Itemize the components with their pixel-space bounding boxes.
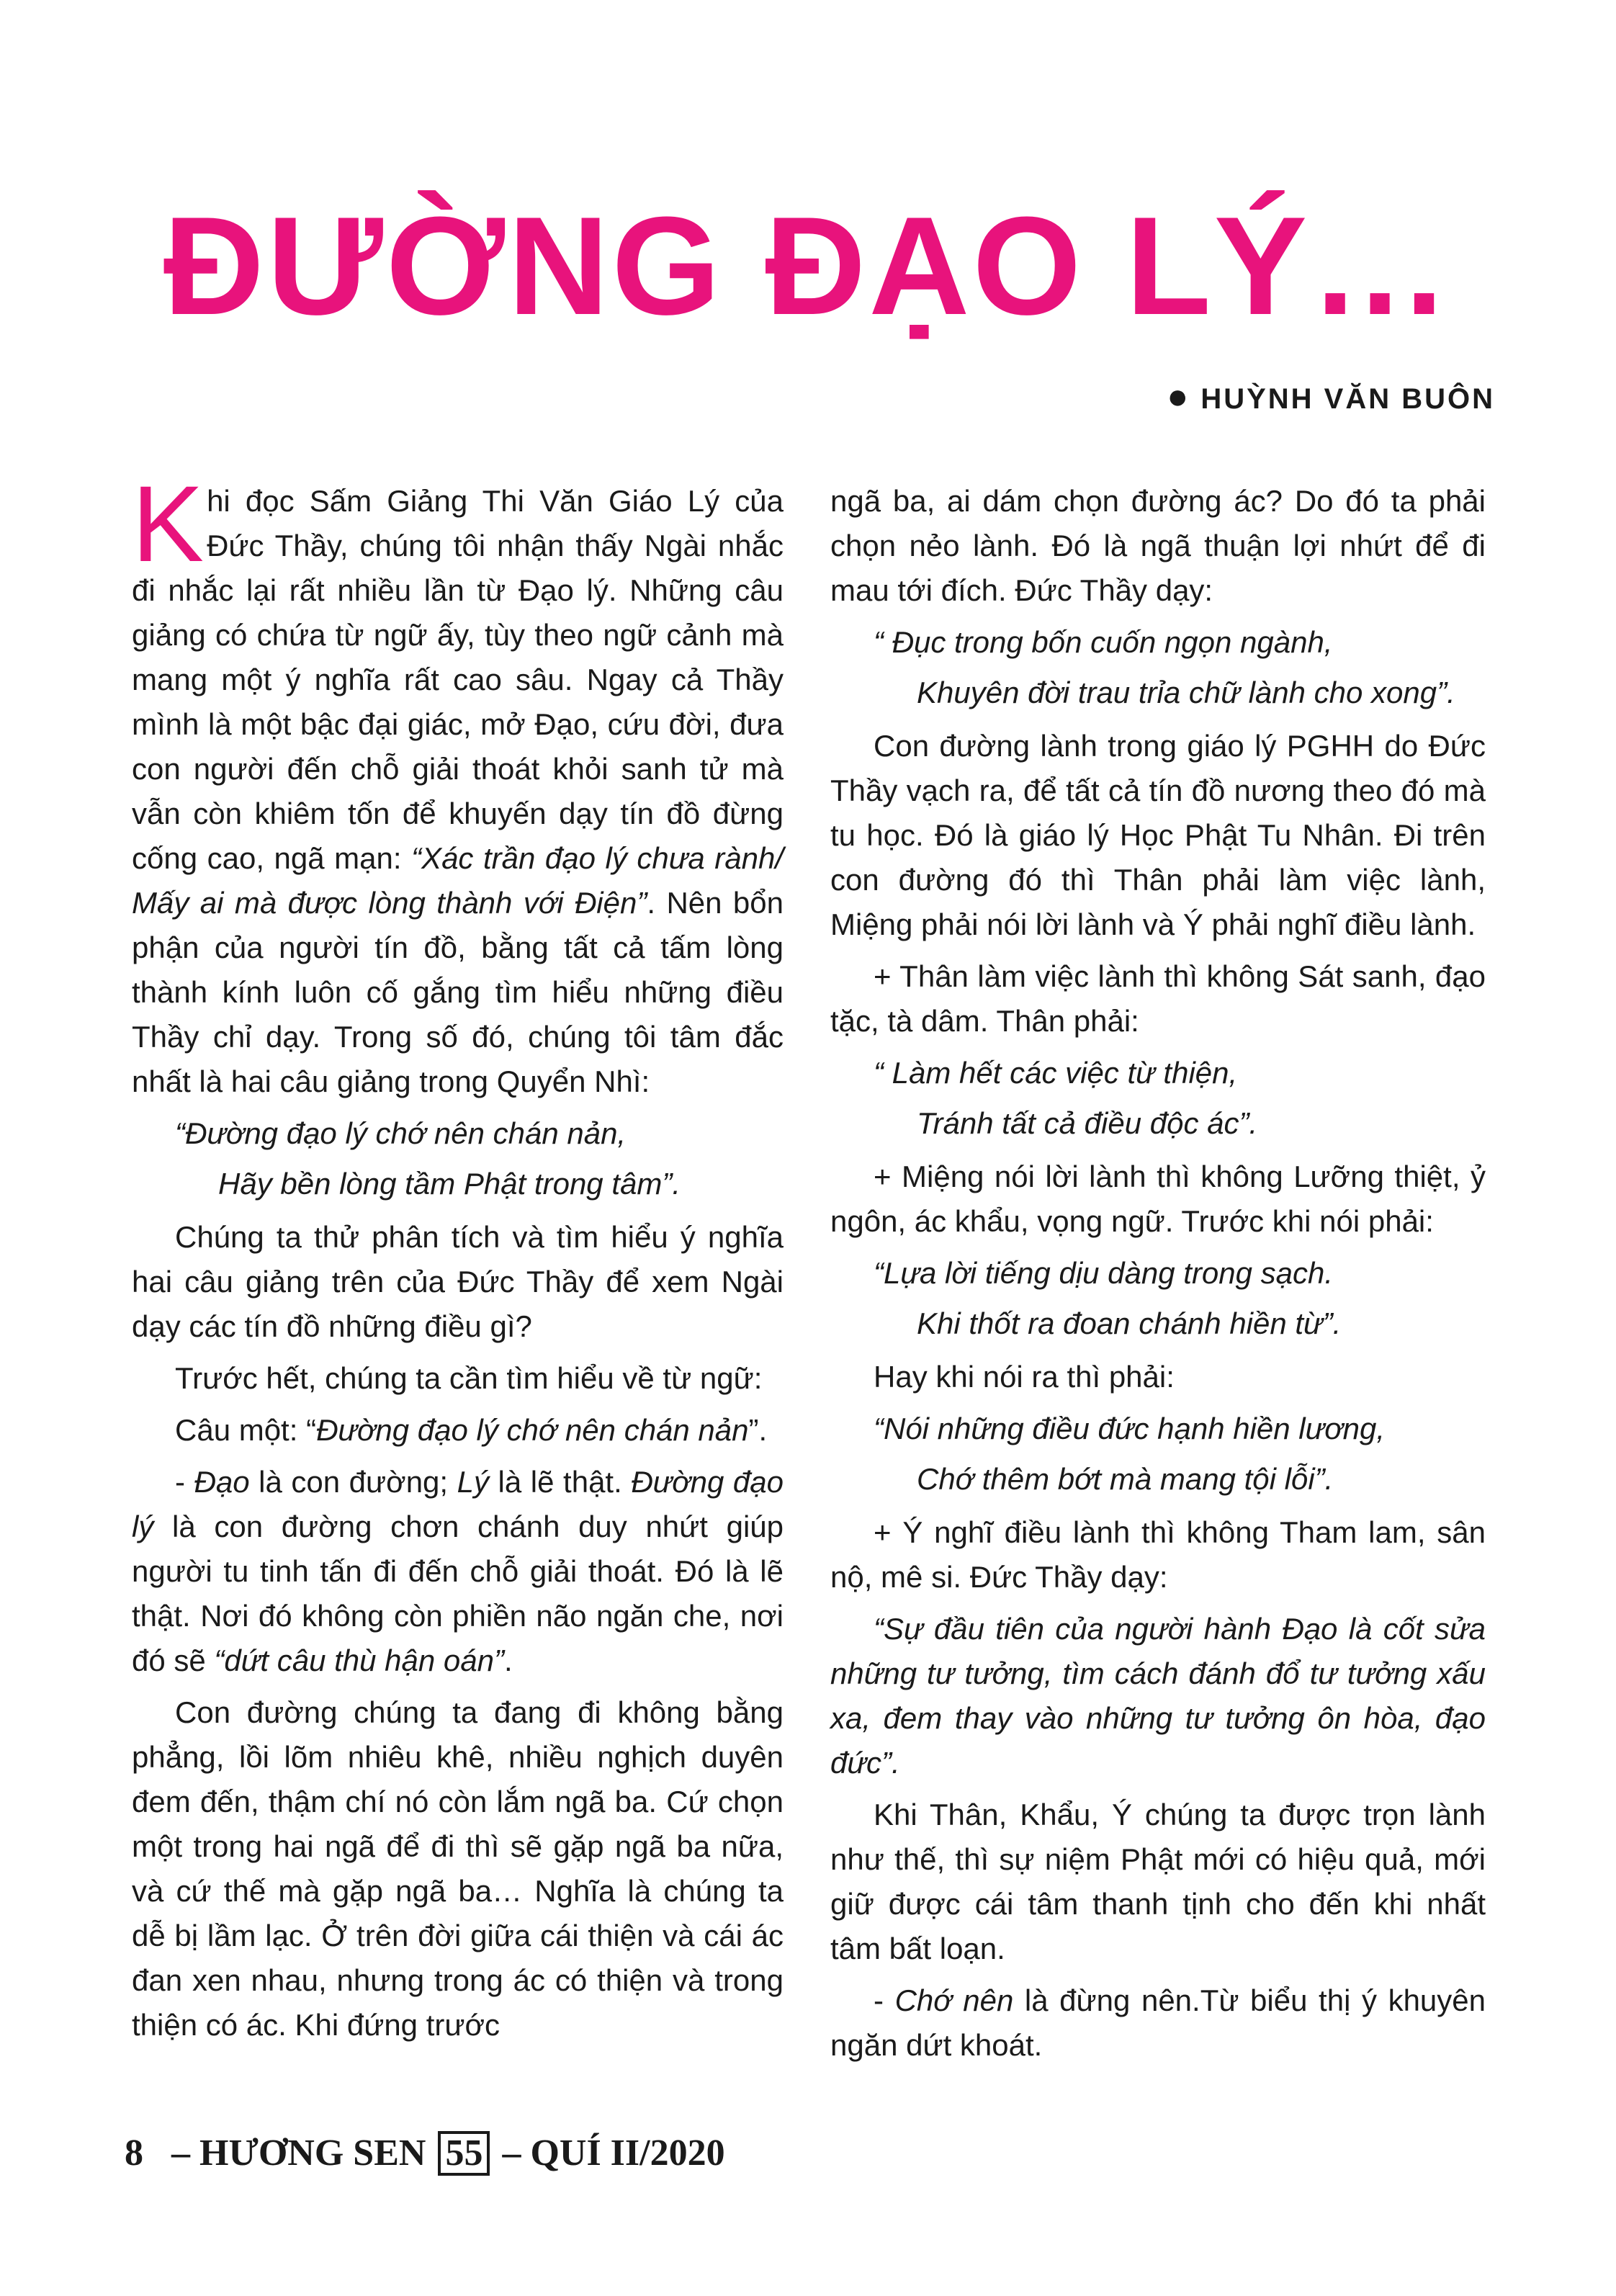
verse-line: “Đường đạo lý chớ nên chán nản, xyxy=(175,1116,627,1150)
paragraph: Con đường chúng ta đang đi không bằng phẳng, lồi lõm nhiêu khê, nhiều nghịch duyên đem đến, thậm chí nó còn lắm ngã ba. Cứ chọn một trong hai ngã để đi thì sẽ gặp ngã ba nữa, và cứ thế mà gặp ngã ba… Nghĩa là chúng ta dễ bị lầm lạc. Ở trên đời giữa cái thiện và cái ác đan xen nhau, nhưng trong ác có thiện và trong thiện có ác. Khi đứng trước xyxy=(132,1695,784,2042)
paragraph: + Thân làm việc lành thì không Sát sanh, đạo tặc, tà dâm. Thân phải: xyxy=(830,959,1486,1038)
paragraph: + Ý nghĩ điều lành thì không Tham lam, sân nộ, mê si. Đức Thầy dạy: xyxy=(830,1515,1486,1594)
right-column xyxy=(830,479,1486,2075)
paragraph: - Chớ nên là đừng nên.Từ biểu thị ý khuyên ngăn dứt khoát. xyxy=(830,1983,1486,2062)
paragraph: ngã ba, ai dám chọn đường ác? Do đó ta phải chọn nẻo lành. Đó là ngã thuận lợi nhứt để đi mau tới đích. Đức Thầy dạy: xyxy=(830,484,1486,607)
paragraph: + Miệng nói lời lành thì không Lưỡng thiệt, ỷ ngôn, ác khẩu, vọng ngữ. Trước khi nói phải: xyxy=(830,1160,1486,1238)
verse-line: “ Làm hết các việc từ thiện, xyxy=(874,1056,1238,1090)
drop-cap: K xyxy=(132,463,205,584)
article-title: ĐƯỜNG ĐẠO LÝ… xyxy=(163,188,1453,344)
verse-line: Tránh tất cả điều độc ác”. xyxy=(917,1106,1258,1140)
paragraph: Chúng ta thử phân tích và tìm hiểu ý nghĩa hai câu giảng trên của Đức Thầy để xem Ngài dạy các tín đồ những điều gì? xyxy=(132,1220,784,1343)
page-number: 8 xyxy=(125,2133,143,2174)
paragraph: Khi Thân, Khẩu, Ý chúng ta được trọn lành như thế, thì sự niệm Phật mới có hiệu quả, mới giữ được cái tâm thanh tịnh cho đến khi nhất tâm bất loạn. xyxy=(830,1798,1486,1965)
verse-line: “ Đục trong bốn cuốn ngọn ngành, xyxy=(874,625,1333,659)
verse-line: Hãy bền lòng tầm Phật trong tâm”. xyxy=(218,1167,681,1201)
page-footer: 8 – HƯƠNG SEN 55 – QUÍ II/2020 xyxy=(125,2128,725,2179)
author-line xyxy=(1167,375,1495,421)
issue-date: QUÍ II/2020 xyxy=(530,2133,725,2174)
verse-line: Khuyên đời trau trỉa chữ lành cho xong”. xyxy=(917,676,1455,709)
issue-number: 55 xyxy=(438,2131,490,2176)
verse-line: Khi thốt ra đoan chánh hiền từ”. xyxy=(917,1306,1342,1340)
verse-line: “Nói những điều đức hạnh hiền lương, xyxy=(874,1412,1386,1445)
bullet-icon: ● xyxy=(1167,376,1191,416)
verse-line: “Lựa lời tiếng dịu dàng trong sạch. xyxy=(874,1256,1334,1290)
quote-paragraph: “Sự đầu tiên của người hành Đạo là cốt sửa những tư tưởng, tìm cách đánh đổ tư tưởng xấu xa, đem thay vào những tư tưởng ôn hòa, đạo đức”. xyxy=(830,1612,1486,1780)
author-name: HUỲNH VĂN BUÔN xyxy=(1200,383,1495,415)
left-column xyxy=(132,463,784,2055)
paragraph-intro: Khi đọc Sấm Giảng Thi Văn Giáo Lý của Đức Thầy, chúng tôi nhận thấy Ngài nhắc đi nhắc lại rất nhiều lần từ Đạo lý. Những câu giảng có chứa từ ngữ ấy, tùy theo ngữ cảnh mà mang một ý nghĩa rất cao sâu. Ngay cả Thầy mình là một bậc đại giác, mở Đạo, cứu đời, đưa con người đến chỗ giải thoát khỏi sanh tử mà vẫn còn khiêm tốn để khuyến dạy tín đồ đừng cống cao, ngã mạn: “Xác trần đạo lý chưa rành/ Mấy ai mà được lòng thành với Điện”. Nên bổn phận của người tín đồ, bằng tất cả tấm lòng thành kính luôn cố gắng tìm hiểu những điều Thầy chỉ dạy. Trong số đó, chúng tôi tâm đắc nhất là hai câu giảng trong Quyển Nhì: xyxy=(132,463,784,1098)
paragraph: Hay khi nói ra thì phải: xyxy=(874,1360,1175,1394)
verse-line: Chớ thêm bớt mà mang tội lỗi”. xyxy=(917,1462,1334,1496)
paragraph: Trước hết, chúng ta cần tìm hiểu về từ ngữ: xyxy=(175,1361,763,1395)
paragraph: - Đạo là con đường; Lý là lẽ thật. Đường đạo lý là con đường chơn chánh duy nhứt giúp người tu tinh tấn đi đến chỗ giải thoát. Đó là lẽ thật. Nơi đó không còn phiền não ngăn che, nơi đó sẽ “dứt câu thù hận oán”. xyxy=(132,1465,784,1677)
paragraph: Con đường lành trong giáo lý PGHH do Đức Thầy vạch ra, để tất cả tín đồ nương theo đó mà tu học. Đó là giáo lý Học Phật Tu Nhân. Đi trên con đường đó thì Thân phải làm việc lành, Miệng phải nói lời lành và Ý phải nghĩ điều lành. xyxy=(830,729,1486,941)
paragraph: Câu một: “Đường đạo lý chớ nên chán nản”. xyxy=(175,1413,768,1447)
magazine-name: HƯƠNG SEN xyxy=(199,2133,426,2174)
